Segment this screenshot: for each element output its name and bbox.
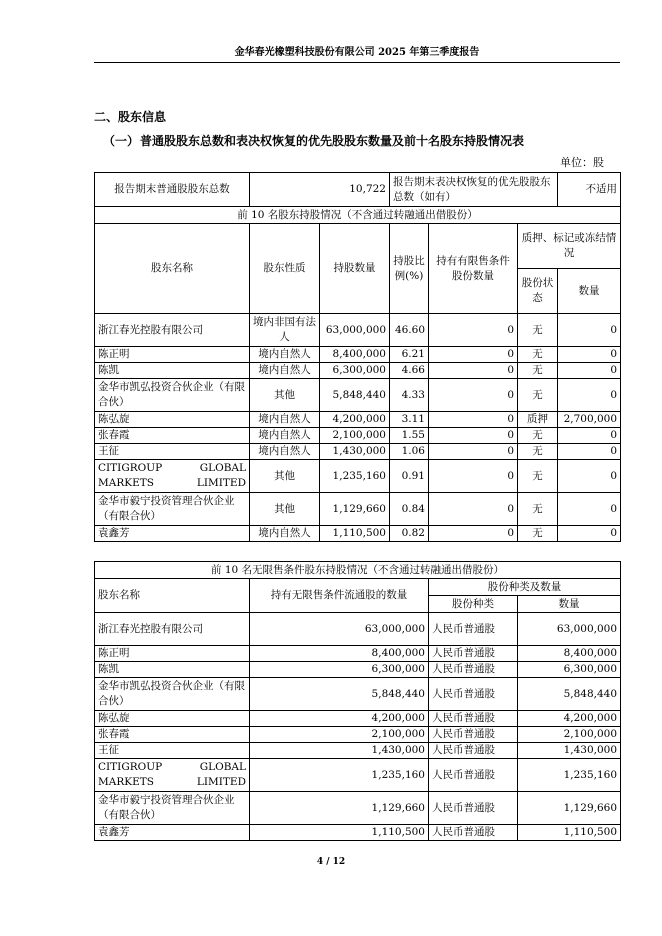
table-row xyxy=(95,363,621,379)
share-qty: 8,400,000 xyxy=(518,646,621,662)
unrestricted-shares: 1,110,500 xyxy=(250,825,429,841)
shareholder-nature: 境内自然人 xyxy=(250,526,320,542)
unrestricted-shareholders-table xyxy=(94,561,621,841)
share-ratio: 0.91 xyxy=(390,460,429,493)
unrestricted-shares: 1,235,160 xyxy=(250,759,429,792)
share-ratio: 0.82 xyxy=(390,526,429,542)
group-title: 前 10 名无限售条件股东持股情况（不含通过转融通出借股份） xyxy=(95,562,621,579)
shareholder-name: 陈正明 xyxy=(95,347,250,363)
pledge-qty: 0 xyxy=(558,428,621,444)
table-row xyxy=(95,526,621,542)
table-row xyxy=(95,743,621,759)
share-qty: 4,200,000 xyxy=(518,711,621,727)
header-row xyxy=(95,579,621,596)
share-ratio: 0.84 xyxy=(390,493,429,526)
unrestricted-shares: 8,400,000 xyxy=(250,646,429,662)
restricted-shares: 0 xyxy=(429,428,518,444)
pledge-status: 无 xyxy=(518,460,558,493)
shares-held: 1,110,500 xyxy=(320,526,390,542)
share-ratio: 1.06 xyxy=(390,444,429,460)
unrestricted-shares: 2,100,000 xyxy=(250,727,429,743)
table-row xyxy=(95,727,621,743)
share-qty: 6,300,000 xyxy=(518,662,621,678)
shareholder-nature: 境内自然人 xyxy=(250,347,320,363)
col-header-qty: 数量 xyxy=(518,596,621,613)
share-kind: 人民币普通股 xyxy=(429,662,518,678)
pledge-qty: 0 xyxy=(558,379,621,412)
unrestricted-shares: 63,000,000 xyxy=(250,613,429,646)
preferred-shareholders-value: 不适用 xyxy=(558,173,621,207)
shareholder-name: CITIGROUP GLOBAL MARKETS LIMITED xyxy=(95,460,250,493)
shareholder-nature: 境内非国有法人 xyxy=(250,314,320,347)
table-row xyxy=(95,314,621,347)
table-row xyxy=(95,711,621,727)
share-ratio: 4.66 xyxy=(390,363,429,379)
shareholder-name: 袁鑫芳 xyxy=(95,526,250,542)
header-row xyxy=(95,224,621,269)
shareholder-name: 张春霞 xyxy=(95,727,250,743)
share-ratio: 6.21 xyxy=(390,347,429,363)
shareholder-name: 王征 xyxy=(95,743,250,759)
shareholder-name: CITIGROUP GLOBAL MARKETS LIMITED xyxy=(95,759,250,792)
share-ratio: 4.33 xyxy=(390,379,429,412)
share-kind: 人民币普通股 xyxy=(429,678,518,711)
shares-held: 1,129,660 xyxy=(320,493,390,526)
share-qty: 5,848,440 xyxy=(518,678,621,711)
share-kind: 人民币普通股 xyxy=(429,727,518,743)
col-header-qty: 数量 xyxy=(558,269,621,314)
restricted-shares: 0 xyxy=(429,347,518,363)
col-header-kind-group: 股份种类及数量 xyxy=(429,579,621,596)
shareholder-name: 袁鑫芳 xyxy=(95,825,250,841)
table-row xyxy=(95,379,621,412)
col-header-shares: 持股数量 xyxy=(320,224,390,314)
shareholder-name: 浙江春光控股有限公司 xyxy=(95,613,250,646)
shareholder-nature: 境内自然人 xyxy=(250,428,320,444)
unit-label: 单位：股 xyxy=(560,156,604,169)
subsection-number: （一） xyxy=(103,134,140,148)
shareholder-name: 陈凯 xyxy=(95,662,250,678)
share-kind: 人民币普通股 xyxy=(429,743,518,759)
pledge-status: 无 xyxy=(518,347,558,363)
col-header-status: 股份状态 xyxy=(518,269,558,314)
shares-held: 1,235,160 xyxy=(320,460,390,493)
group-title-row xyxy=(95,562,621,579)
shareholder-name: 陈凯 xyxy=(95,363,250,379)
table-row xyxy=(95,493,621,526)
pledge-status: 无 xyxy=(518,379,558,412)
share-qty: 1,430,000 xyxy=(518,743,621,759)
shareholder-nature: 境内自然人 xyxy=(250,444,320,460)
share-qty: 1,110,500 xyxy=(518,825,621,841)
top-shareholders-table xyxy=(94,172,621,542)
unrestricted-shares: 4,200,000 xyxy=(250,711,429,727)
pledge-qty: 2,700,000 xyxy=(558,412,621,428)
shareholder-name: 金华市凯弘投资合伙企业（有限合伙） xyxy=(95,379,250,412)
shareholder-name: 浙江春光控股有限公司 xyxy=(95,314,250,347)
pledge-qty: 0 xyxy=(558,460,621,493)
shareholder-nature: 境内自然人 xyxy=(250,363,320,379)
group-title-row xyxy=(95,207,621,224)
shareholder-name: 陈正明 xyxy=(95,646,250,662)
restricted-shares: 0 xyxy=(429,526,518,542)
unrestricted-shares: 5,848,440 xyxy=(250,678,429,711)
page-header: 金华春光橡塑科技股份有限公司 2025 年第三季度报告 xyxy=(94,44,620,63)
share-kind: 人民币普通股 xyxy=(429,792,518,825)
shareholder-name: 陈弘旋 xyxy=(95,412,250,428)
table-row xyxy=(95,792,621,825)
pledge-qty: 0 xyxy=(558,493,621,526)
pledge-qty: 0 xyxy=(558,363,621,379)
page-number: 4 / 12 xyxy=(316,857,346,867)
col-header-restricted: 持有有限售条件股份数量 xyxy=(429,224,518,314)
shareholder-name: 金华市凯弘投资合伙企业（有限合伙） xyxy=(95,678,250,711)
subsection-text: 普通股股东总数和表决权恢复的优先股股东数量及前十名股东持股情况表 xyxy=(140,134,525,148)
share-kind: 人民币普通股 xyxy=(429,825,518,841)
unrestricted-shares: 6,300,000 xyxy=(250,662,429,678)
col-header-unrestricted: 持有无限售条件流通股的数量 xyxy=(250,579,429,613)
pledge-status: 无 xyxy=(518,428,558,444)
pledge-qty: 0 xyxy=(558,314,621,347)
shareholder-nature: 境内自然人 xyxy=(250,412,320,428)
shares-held: 4,200,000 xyxy=(320,412,390,428)
summary-row xyxy=(95,173,621,207)
table-row xyxy=(95,646,621,662)
col-header-nature: 股东性质 xyxy=(250,224,320,314)
table-row xyxy=(95,444,621,460)
preferred-shareholders-label: 报告期末表决权恢复的优先股股东总数（如有） xyxy=(390,173,558,207)
group-title: 前 10 名股东持股情况（不含通过转融通出借股份） xyxy=(95,207,621,224)
restricted-shares: 0 xyxy=(429,493,518,526)
table-row xyxy=(95,347,621,363)
share-ratio: 1.55 xyxy=(390,428,429,444)
share-kind: 人民币普通股 xyxy=(429,613,518,646)
share-kind: 人民币普通股 xyxy=(429,711,518,727)
share-qty: 2,100,000 xyxy=(518,727,621,743)
table-row xyxy=(95,825,621,841)
restricted-shares: 0 xyxy=(429,444,518,460)
pledge-qty: 0 xyxy=(558,444,621,460)
col-header-name: 股东名称 xyxy=(95,579,250,613)
table-row xyxy=(95,412,621,428)
shares-held: 8,400,000 xyxy=(320,347,390,363)
shares-held: 6,300,000 xyxy=(320,363,390,379)
col-header-name: 股东名称 xyxy=(95,224,250,314)
table-row xyxy=(95,460,621,493)
pledge-status: 无 xyxy=(518,493,558,526)
shareholder-nature: 其他 xyxy=(250,493,320,526)
restricted-shares: 0 xyxy=(429,314,518,347)
shareholder-nature: 其他 xyxy=(250,379,320,412)
share-kind: 人民币普通股 xyxy=(429,646,518,662)
shareholder-name: 陈弘旋 xyxy=(95,711,250,727)
share-qty: 1,235,160 xyxy=(518,759,621,792)
table-row xyxy=(95,662,621,678)
col-header-ratio: 持股比例(%) xyxy=(390,224,429,314)
shareholder-name: 金华市毅宁投资管理合伙企业（有限合伙） xyxy=(95,493,250,526)
total-shareholders-label: 报告期末普通股股东总数 xyxy=(95,173,250,207)
share-ratio: 3.11 xyxy=(390,412,429,428)
pledge-status: 无 xyxy=(518,363,558,379)
shares-held: 1,430,000 xyxy=(320,444,390,460)
pledge-qty: 0 xyxy=(558,526,621,542)
shares-held: 63,000,000 xyxy=(320,314,390,347)
share-qty: 1,129,660 xyxy=(518,792,621,825)
restricted-shares: 0 xyxy=(429,379,518,412)
table-row xyxy=(95,759,621,792)
pledge-qty: 0 xyxy=(558,347,621,363)
shareholder-nature: 其他 xyxy=(250,460,320,493)
section-title: 二、股东信息 xyxy=(94,110,167,124)
shareholder-name: 张春霞 xyxy=(95,428,250,444)
table-row xyxy=(95,678,621,711)
share-kind: 人民币普通股 xyxy=(429,759,518,792)
shareholder-name: 王征 xyxy=(95,444,250,460)
pledge-status: 无 xyxy=(518,444,558,460)
unrestricted-shares: 1,129,660 xyxy=(250,792,429,825)
shareholder-name: 金华市毅宁投资管理合伙企业（有限合伙） xyxy=(95,792,250,825)
restricted-shares: 0 xyxy=(429,412,518,428)
shares-held: 5,848,440 xyxy=(320,379,390,412)
table-row xyxy=(95,613,621,646)
shares-held: 2,100,000 xyxy=(320,428,390,444)
total-shareholders-value: 10,722 xyxy=(250,173,390,207)
restricted-shares: 0 xyxy=(429,460,518,493)
restricted-shares: 0 xyxy=(429,363,518,379)
pledge-status: 质押 xyxy=(518,412,558,428)
unrestricted-shares: 1,430,000 xyxy=(250,743,429,759)
share-qty: 63,000,000 xyxy=(518,613,621,646)
pledge-status: 无 xyxy=(518,314,558,347)
col-header-kind: 股份种类 xyxy=(429,596,518,613)
col-header-pledge: 质押、标记或冻结情况 xyxy=(518,224,621,269)
table-row xyxy=(95,428,621,444)
subsection-title xyxy=(103,132,524,149)
pledge-status: 无 xyxy=(518,526,558,542)
share-ratio: 46.60 xyxy=(390,314,429,347)
